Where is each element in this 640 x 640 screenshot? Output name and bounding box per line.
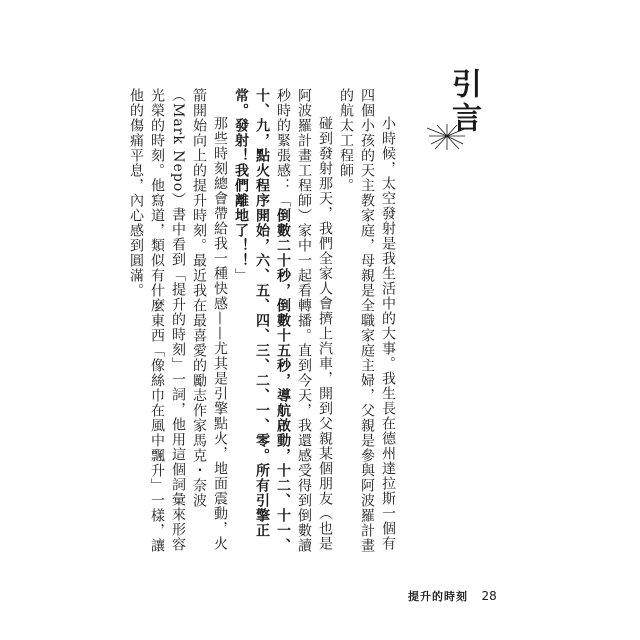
- countdown-quote: 倒數二十秒，倒數十五秒，導航啟動，十二、十一、十、九，點火程序開始，六、五、四、三、二、一、零。所有引擎正常。發射！我們離地了！！: [233, 88, 291, 553]
- body-text: [128, 88, 398, 558]
- paragraph-2: [230, 88, 335, 558]
- paragraph-3: 那些時刻總會帶給我一種快感——尤其是引擎點火，地面震動，火箭開始向上的提升時刻。最近我在最喜愛的勵志作家馬克・奈波（Mark Nepo）書中看到「提升的時刻」一詞，他用這個詞彙來形容光榮的時刻。他寫道，類似有什麼東西「像絲巾在風中飄升」一樣，讓他的傷痛平息，內心感到圓滿。: [128, 88, 228, 553]
- page-footer: [408, 588, 497, 604]
- chapter-heading: 引言: [446, 68, 481, 136]
- paragraph-2-lead: 碰到發射那天，我們全家人會擠上汽車，開到父親某個朋友（也是阿波羅計畫工程師）家中一起看轉播。直到今天，我還感受得到倒數讀秒時的緊張感：「: [275, 88, 333, 553]
- paragraph-1: 小時候，太空發射是我生活中的大事。我生長在德州達拉斯一個有四個小孩的天主教家庭，母親是全職家庭主婦，父親是參與阿波羅計畫的航太工程師。: [338, 88, 396, 553]
- paragraph-2-tail: 」: [233, 268, 249, 283]
- running-title: 提升的時刻: [408, 590, 468, 603]
- page-number: 28: [481, 589, 497, 603]
- starburst-ornament-icon: [425, 122, 469, 152]
